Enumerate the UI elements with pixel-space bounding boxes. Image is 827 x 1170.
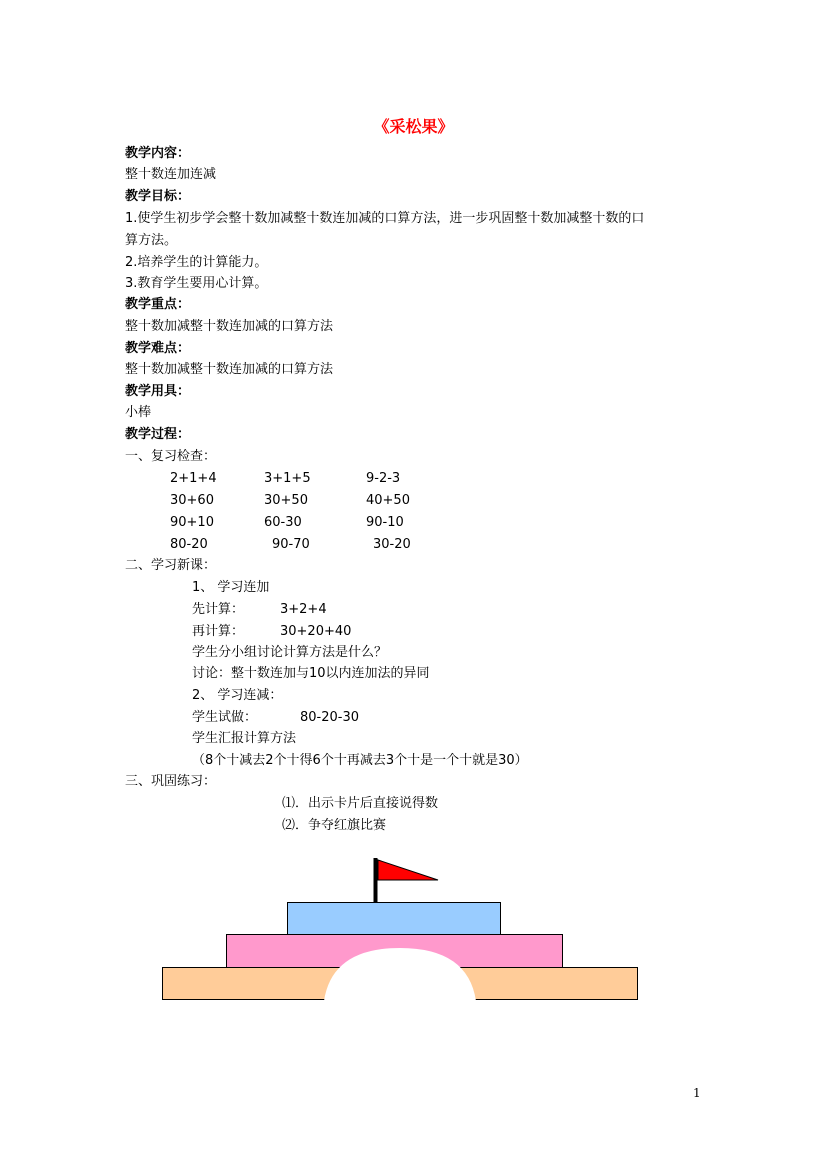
practice-heading: 三、巩固练习： <box>125 774 217 789</box>
goal-2: 2.培养学生的计算能力。 <box>125 255 268 270</box>
tools-heading: 教学用具： <box>125 384 191 399</box>
explanation: （8个十减去2个十得6个十再减去3个十是一个十就是30） <box>192 753 528 768</box>
review-cell: 30-20 <box>373 537 411 552</box>
review-cell: 30+50 <box>264 493 308 508</box>
tools-text: 小棒 <box>125 405 152 420</box>
document-title: 《采松果》 <box>373 117 454 136</box>
review-cell: 90-70 <box>272 537 310 552</box>
difficult-text: 整十数加减整十数连加减的口算方法 <box>125 362 334 377</box>
flag-icon <box>376 858 439 903</box>
review-cell: 60-30 <box>264 515 302 530</box>
goal-3: 3.教育学生要用心计算。 <box>125 276 268 291</box>
try-label: 学生试做： <box>192 710 258 725</box>
try-expr: 80-20-30 <box>300 710 360 725</box>
content-heading: 教学内容： <box>125 146 191 161</box>
review-cell: 30+60 <box>170 493 214 508</box>
new-lesson-step-2: 2、 学习连减： <box>192 688 283 703</box>
goals-heading: 教学目标： <box>125 189 191 204</box>
review-cell: 9-2-3 <box>366 471 401 486</box>
key-text: 整十数加减整十数连加减的口算方法 <box>125 319 334 334</box>
practice-item-1: ⑴．出示卡片后直接说得数 <box>282 796 439 811</box>
difficult-heading: 教学难点： <box>125 341 191 356</box>
podium-top-step <box>288 903 501 936</box>
practice-item-2: ⑵．争夺红旗比赛 <box>282 818 387 833</box>
calc-again-expr: 30+20+40 <box>280 624 352 639</box>
calc-first-label: 先计算： <box>192 602 245 617</box>
goal-1-line-1: 1.使学生初步学会整十数加减整十数连加减的口算方法，进一步巩固整十数加减整十数的口 <box>125 211 645 226</box>
new-lesson-step-1: 1、 学习连加 <box>192 580 270 595</box>
process-heading: 教学过程： <box>125 427 191 442</box>
group-discussion: 学生分小组讨论计算方法是什么？ <box>192 645 388 660</box>
discussion: 讨论：整十数连加与10以内连加法的异同 <box>192 666 430 681</box>
page-number: 1 <box>693 1086 701 1100</box>
review-heading: 一、复习检查： <box>125 449 217 464</box>
key-heading: 教学重点： <box>125 297 191 312</box>
review-cell: 80-20 <box>170 537 208 552</box>
goal-1-line-2: 算方法。 <box>125 233 178 248</box>
review-cell: 2+1+4 <box>170 471 217 486</box>
review-cell: 90-10 <box>366 515 404 530</box>
review-cell: 40+50 <box>366 493 410 508</box>
new-lesson-heading: 二、学习新课： <box>125 558 217 573</box>
review-cell: 3+1+5 <box>264 471 311 486</box>
calc-first-expr: 3+2+4 <box>280 602 327 617</box>
review-cell: 90+10 <box>170 515 214 530</box>
content-text: 整十数连加连减 <box>125 167 217 182</box>
report: 学生汇报计算方法 <box>192 731 297 746</box>
calc-again-label: 再计算： <box>192 624 245 639</box>
